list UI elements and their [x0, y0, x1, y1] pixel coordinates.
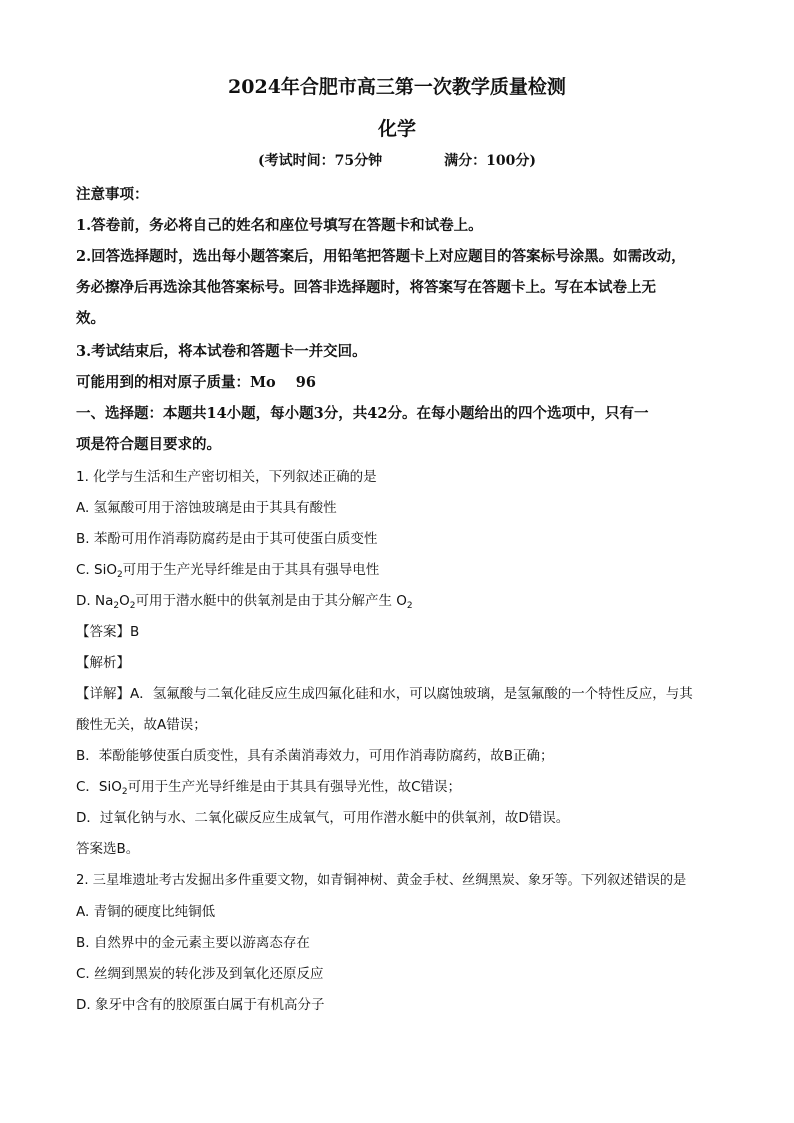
q2-stem: 2. 三星堆遗址考古发掘出多件重要文物，如青铜神树、黄金手杖、丝绸黑炭、象牙等。下列叙述错误的是: [76, 873, 687, 888]
section-1-line-2: 项是符合题目要求的。: [76, 436, 221, 453]
q1-c-prefix: C. SiO: [76, 562, 117, 578]
q1-option-d: [76, 589, 413, 609]
q1-analysis-label: 【解析】: [76, 655, 130, 671]
q1-c-subscript: 2: [116, 570, 123, 580]
q1-stem: 1. 化学与生活和生产密切相关，下列叙述正确的是: [76, 469, 377, 485]
section-1-line-1: 一、选择题：本题共14小题，每小题3分，共42分。在每小题给出的四个选项中，只有一: [76, 405, 649, 422]
q1-conclusion: 答案选B。: [76, 841, 140, 857]
notice-item-2-line-3: 效。: [76, 310, 105, 327]
q1-d-subscript-2: 2: [129, 601, 136, 611]
notice-heading: 注意事项：: [76, 186, 149, 203]
q1-detail-d: D．过氧化钠与水、二氧化碳反应生成氧气，可用作潜水艇中的供氧剂，故D错误。: [76, 810, 570, 826]
q1-d-prefix: D. Na: [76, 593, 114, 609]
q1-option-a: A. 氢氟酸可用于溶蚀玻璃是由于其具有酸性: [76, 500, 337, 516]
q1-d-text: 可用于潜水艇中的供氧剂是由于其分解产生 O: [135, 593, 407, 609]
notice-item-3: 3.考试结束后，将本试卷和答题卡一并交回。: [76, 343, 367, 360]
atomic-mass-label: 可能用到的相对原子质量：Mo: [76, 374, 276, 391]
full-score: 满分：100分): [444, 153, 536, 169]
q2-option-a: A. 青铜的硬度比纯铜低: [76, 904, 216, 920]
q1-option-c: [76, 558, 379, 578]
exam-time: (考试时间：75分钟: [258, 153, 383, 169]
q1-d-subscript-3: 2: [406, 601, 413, 611]
q2-option-b: B. 自然界中的金元素主要以游离态存在: [76, 935, 310, 951]
q1-detail-c-subscript: 2: [121, 787, 128, 797]
notice-item-1: 1.答卷前，务必将自己的姓名和座位号填写在答题卡和试卷上。: [76, 217, 483, 234]
q1-detail-line-1: 【详解】A．氢氟酸与二氧化硅反应生成四氟化硅和水，可以腐蚀玻璃，是氢氟酸的一个特性反应，与其: [76, 686, 693, 702]
notice-item-2-line-2: 务必擦净后再选涂其他答案标号。回答非选择题时，将答案写在答题卡上。写在本试卷上无: [76, 279, 656, 296]
notice-item-2-line-1: 2.回答选择题时，选出每小题答案后，用铅笔把答题卡上对应题目的答案标号涂黑。如需改动，: [76, 248, 686, 265]
subject-title: 化学: [377, 118, 416, 140]
q2-option-d: D. 象牙中含有的胶原蛋白属于有机高分子: [76, 997, 325, 1013]
page-title: 2024年合肥市高三第一次教学质量检测: [228, 76, 566, 98]
q1-d-oxygen: O: [119, 593, 130, 609]
atomic-mass: [76, 371, 316, 392]
q1-d-subscript-1: 2: [113, 601, 120, 611]
q1-detail-line-2: 酸性无关，故A错误；: [76, 717, 207, 733]
q1-answer: 【答案】B: [76, 624, 140, 640]
q1-detail-c-text: 可用于生产光导纤维是由于其具有强导光性，故C错误；: [127, 779, 462, 795]
q1-detail-b: B．苯酚能够使蛋白质变性，具有杀菌消毒效力，可用作消毒防腐药，故B正确；: [76, 748, 554, 764]
q1-detail-c: [76, 775, 461, 795]
atomic-mass-value: 96: [295, 374, 316, 391]
q2-option-c: C. 丝绸到黑炭的转化涉及到氧化还原反应: [76, 966, 324, 982]
q1-c-text: 可用于生产光导纤维是由于其具有强导电性: [122, 562, 380, 578]
exam-info: [0, 150, 794, 170]
q1-detail-c-prefix: C．SiO: [76, 779, 122, 795]
q1-option-b: B. 苯酚可用作消毒防腐药是由于其可使蛋白质变性: [76, 531, 378, 547]
